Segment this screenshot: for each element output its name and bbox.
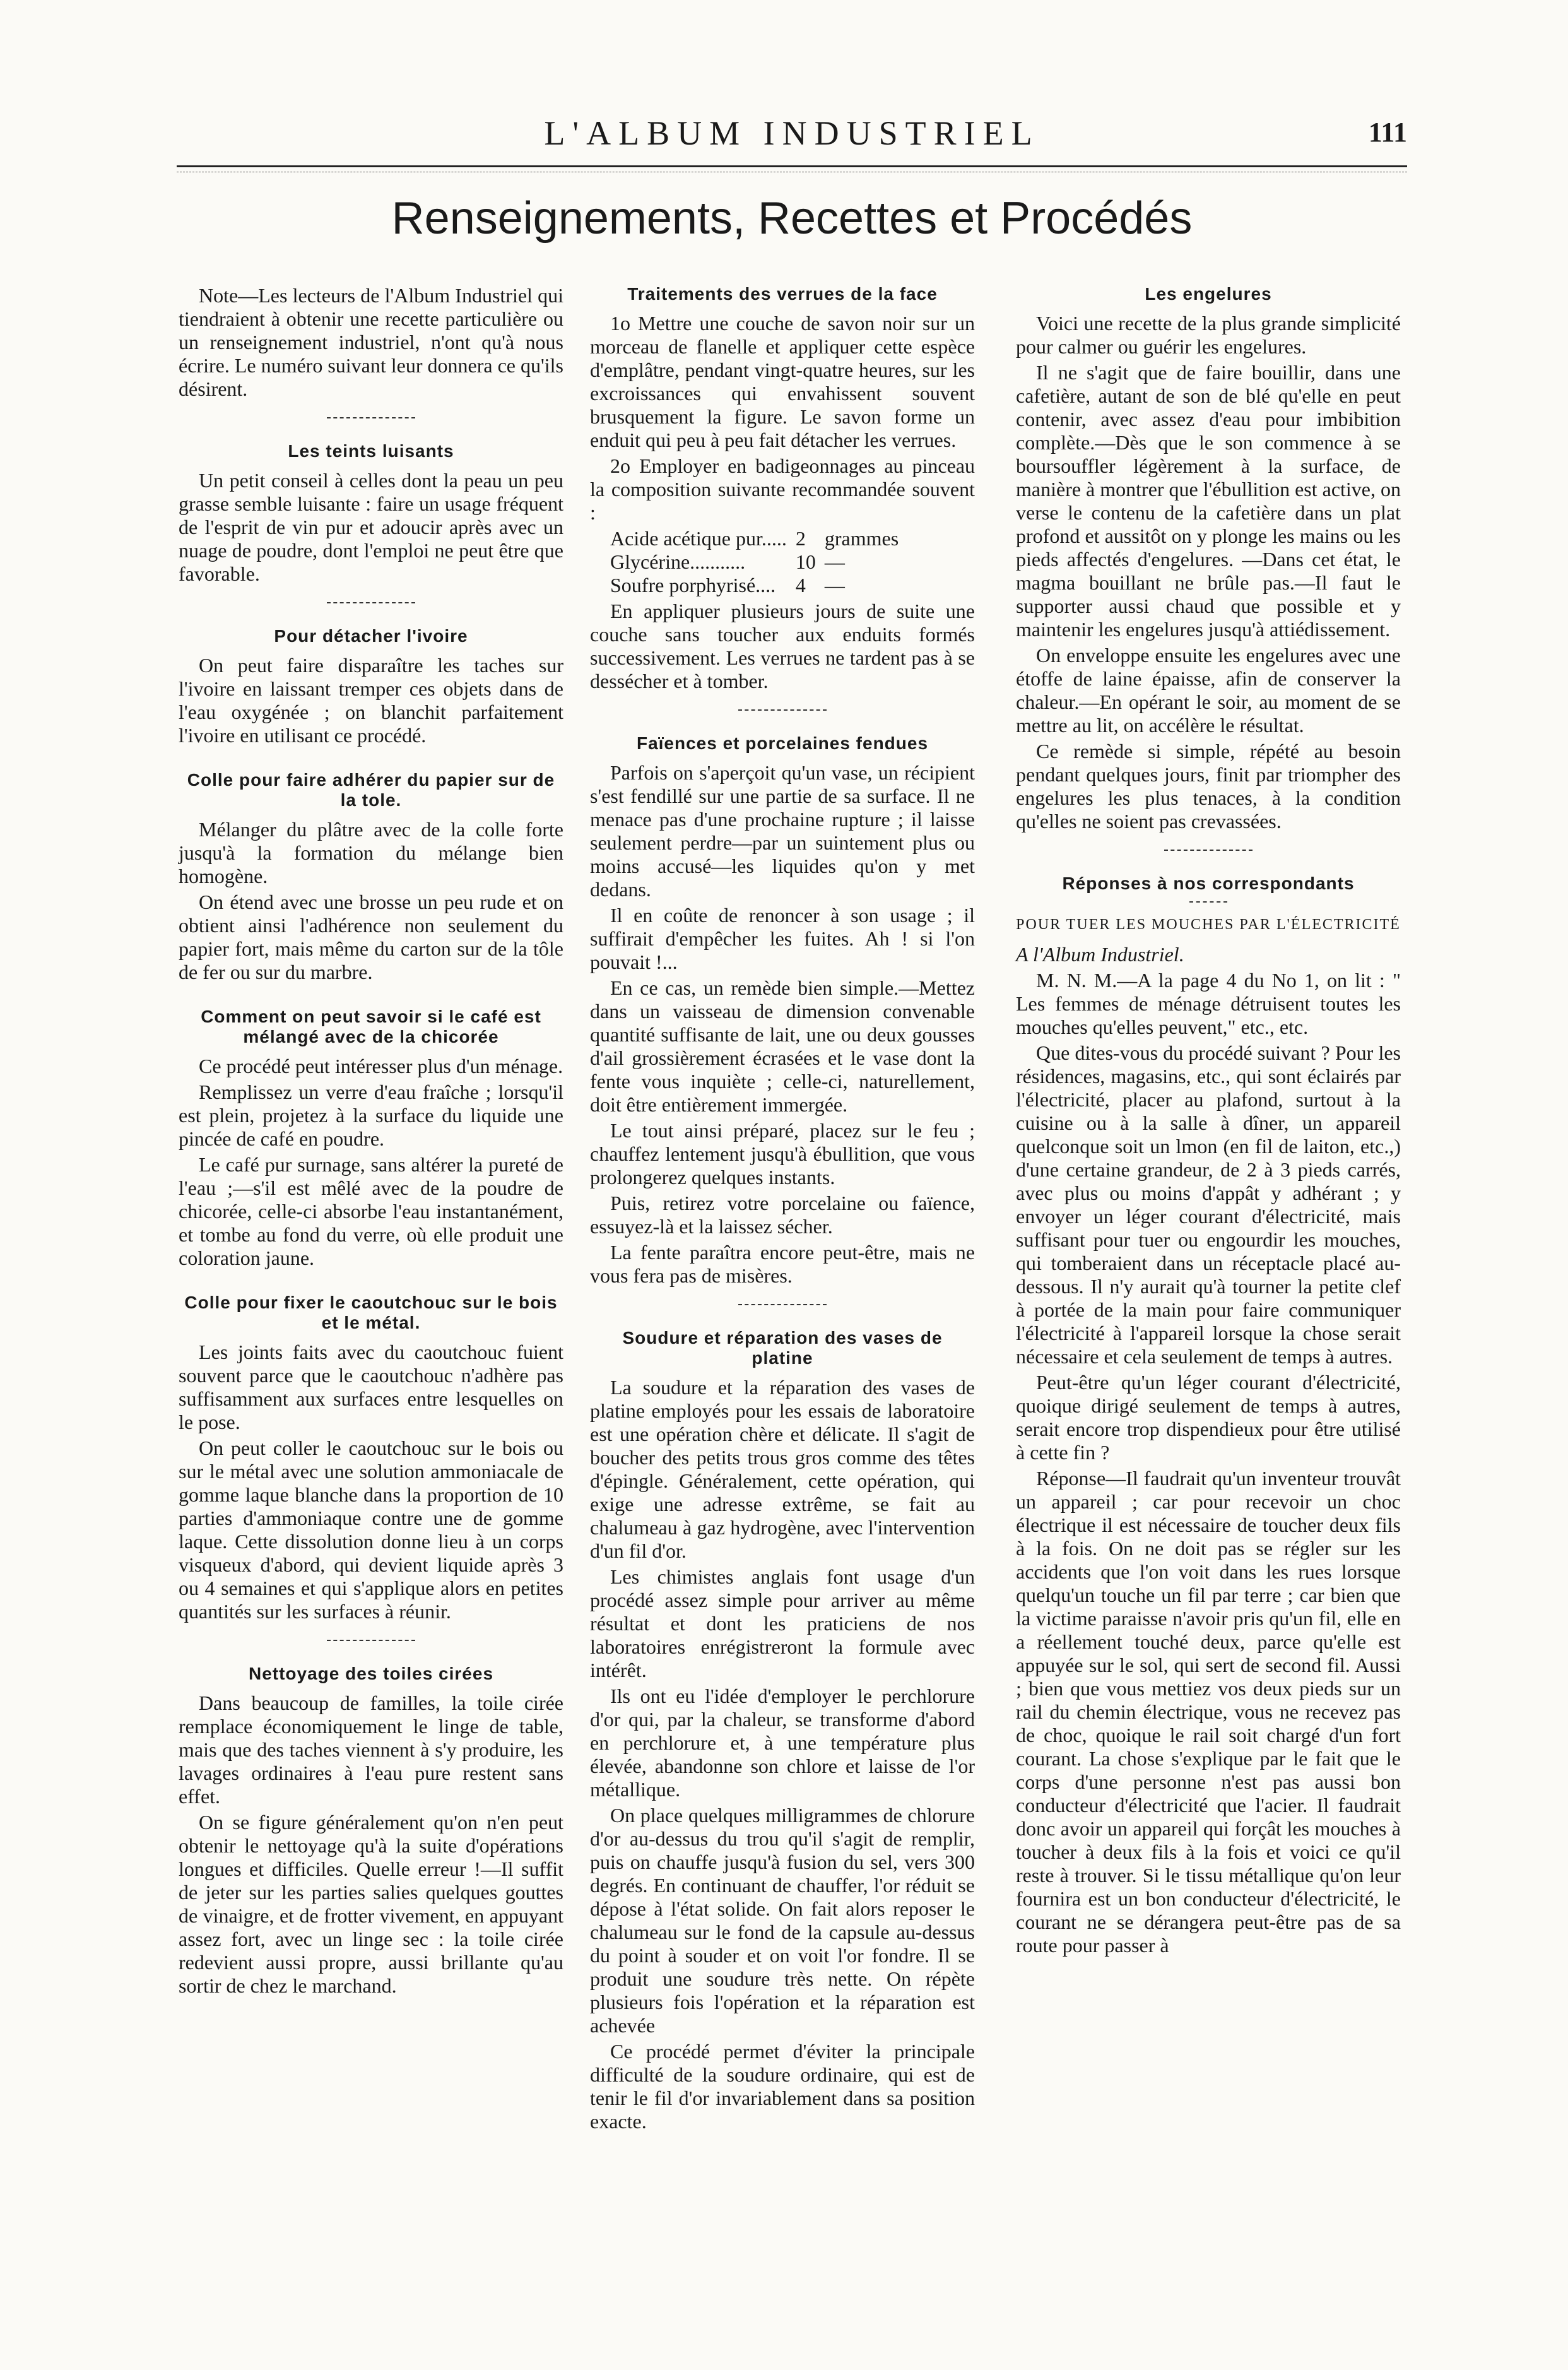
ingredient-unit: — xyxy=(824,574,845,596)
paragraph: Un petit conseil à celles dont la peau un peu grasse semble luisante : faire un usage fréquent de l'esprit de vin pur et adoucir après avec un nuage de poudre, dont l'emploi ne peut être que favorable. xyxy=(179,469,563,585)
section-separator xyxy=(327,1640,415,1641)
paragraph: Peut-être qu'un léger courant d'électricité, quoique dirigé seulement de temps à autres, serait encore trop dispendieux pour être utilisé à cette fin ? xyxy=(1016,1371,1401,1464)
ingredient-qty: 10 xyxy=(795,550,816,573)
section-separator xyxy=(327,417,415,418)
paragraph: On place quelques milligrammes de chlorure d'or au-dessus du trou qu'il s'agit de remplir, puis on chauffe jusqu'à fusion du sel, vers 300 degrés. En continuant de chauffer, l'or réduit se dépose à l'état solide. On fait alors reposer le chalumeau sur le fond de la capsule au-dessus du point à souder et on voit l'or fondre. Il se produit une soudure très nette. On répète plusieurs fois l'opération et la réparation est achevée xyxy=(590,1804,975,2037)
column-3 xyxy=(1016,284,1401,1960)
journal-title: L'ALBUM INDUSTRIEL xyxy=(544,114,1040,152)
paragraph: Il ne s'agit que de faire bouillir, dans une cafetière, autant de son de blé qu'elle en peut contenir, avec assez d'eau pour imbibition complète.—Dès que le son commence à se boursouffler légèrement à la surface, de manière à montrer que l'ébullition est active, on verse le contenu de la cafetière dans un plat profond et aussitôt on y plonge les mains ou les pieds affectés d'engelures. —Dans cet état, le magma bouillant ne brûle pas.—Il faut le supporter aussi chaud que possible et y maintenir les engelures jusqu'à attiédissement. xyxy=(1016,361,1401,641)
paragraph: Les chimistes anglais font usage d'un procédé assez simple pour arriver au même résultat et dont les praticiens de nos laboratoires enrégistreront la formule avec intérêt. xyxy=(590,1565,975,1681)
page-title: Renseignements, Recettes et Procédés xyxy=(391,193,1193,244)
paragraph: On étend avec une brosse un peu rude et on obtient ainsi l'adhérence non seulement du papier fort, mais même du carton sur de la tôle de fer ou sur du marbre. xyxy=(179,891,563,983)
paragraph: Il en coûte de renoncer à son usage ; il suffirait d'empêcher les fuites. Ah ! si l'on pouvait !... xyxy=(590,904,975,973)
ingredient-name: Acide acétique pur..... xyxy=(610,527,787,550)
column-1 xyxy=(179,284,563,2000)
editor-note: Note—Les lecteurs de l'Album Industriel qui tiendraient à obtenir une recette particulière ou un renseignement industriel, n'ont qu'à nous écrire. Le numéro suivant leur donnera ce qu'ils désirent. xyxy=(179,284,563,400)
section-heading: Nettoyage des toiles cirées xyxy=(248,1664,494,1683)
paragraph: Les joints faits avec du caoutchouc fuient souvent parce que le caoutchouc n'adhère pas suffisamment aux surfaces entre lesquelles on le pose. xyxy=(179,1341,563,1433)
recipe-row xyxy=(610,527,907,550)
paragraph: Que dites-vous du procédé suivant ? Pour les résidences, magasins, etc., qui sont éclairés par l'électricité, placer au plafond, surtout à la cuisine ou à la salle à dîner, un appareil quelconque soit un lmon (en fil de laiton, etc.,) d'une certaine grandeur, de 2 à 3 pieds carrés, avec plus ou moins d'appât y adhérant ; y envoyer un léger courant d'électricité, mais suffisant pour tuer ou engourdir les mouches, qui tomberaient dans un réceptacle placé au-dessous. Il n'y aurait qu'à tourner la petite clef à portée de la main pour faire communiquer l'électricité à l'appareil lorsque la chose serait nécessaire et cela seulement de temps à autres. xyxy=(1016,1041,1401,1368)
paragraph: Ils ont eu l'idée d'employer le perchlorure d'or qui, par la chaleur, se transforme d'abord en perchlorure et, à une température plus élevée, abandonne son chlore et laisse de l'or métallique. xyxy=(590,1685,975,1801)
paragraph: Dans beaucoup de familles, la toile cirée remplace économiquement le linge de table, mais que des taches viennent à s'y produire, les lavages ordinaires à l'eau pure restent sans effet. xyxy=(179,1692,563,1808)
column-2 xyxy=(590,284,975,2136)
section-heading: Colle pour faire adhérer du papier sur de la tole. xyxy=(187,770,555,810)
paragraph: La soudure et la réparation des vases de platine employés pour les essais de laboratoire est une opération chère et délicate. Il s'agit de boucher des petits trous gros comme des têtes d'épingle. Généralement, cette opération, qui exige une adresse extrême, se fait au chalumeau à gaz hydrogène, avec l'intervention d'un fil d'or. xyxy=(590,1376,975,1562)
recipe-row xyxy=(610,574,907,597)
paragraph: Ce remède si simple, répété au besoin pendant quelques jours, finit par triompher des engelures les plus tenaces, à la condition qu'elles ne soient pas crevassées. xyxy=(1016,740,1401,832)
paragraph: 1o Mettre une couche de savon noir sur un morceau de flanelle et appliquer cette espèce d'emplâtre, pendant vingt-quatre heures, sur les excroissances qui envahissent souvent brusquement la figure. Le savon forme un enduit qui peu à peu fait détacher les verrues. xyxy=(590,312,975,451)
salutation: A l'Album Industriel. xyxy=(1016,943,1184,966)
section-heading: Réponses à nos correspondants xyxy=(1062,874,1355,893)
section-separator xyxy=(738,1304,827,1305)
header-rule xyxy=(177,165,1407,167)
paragraph: Puis, retirez votre porcelaine ou faïence, essuyez-là et la laissez sécher. xyxy=(590,1192,975,1238)
section-separator xyxy=(327,602,415,603)
section-separator xyxy=(738,709,827,711)
paragraph: On enveloppe ensuite les engelures avec une étoffe de laine épaisse, afin de conserver la chaleur.—En opérant le soir, au moment de se mettre au lit, on accélère le résultat. xyxy=(1016,644,1401,737)
paragraph: En ce cas, un remède bien simple.—Mettez dans un vaisseau de dimension convenable quantité suffisante de lait, une ou deux gousses d'ail grossièrement écrasées et le vase dont la fente vous inquiète ; celle-ci, naturellement, doit être entièrement immergée. xyxy=(590,976,975,1116)
section-separator xyxy=(1189,901,1227,903)
section-heading: Soudure et réparation des vases de platine xyxy=(622,1328,943,1368)
section-separator xyxy=(1164,850,1253,851)
recipe-table xyxy=(610,527,907,597)
section-heading: Les engelures xyxy=(1145,284,1272,304)
paragraph: On peut faire disparaître les taches sur l'ivoire en laissant tremper ces objets dans de l'eau oxygénée ; on blanchit parfaitement l'ivoire en utilisant ce procédé. xyxy=(179,654,563,747)
paragraph: Remplissez un verre d'eau fraîche ; lorsqu'il est plein, projetez à la surface du liquide une pincée de café en poudre. xyxy=(179,1081,563,1150)
paragraph: Parfois on s'aperçoit qu'un vase, un récipient s'est fendillé sur une partie de sa surface. Il ne menace pas d'une prochaine rupture ; il laisse seulement perdre—par un suintement plus ou moins accusé—les liquides qu'on y met dedans. xyxy=(590,761,975,901)
paragraph: Mélanger du plâtre avec de la colle forte jusqu'à la formation du mélange bien homogène. xyxy=(179,818,563,887)
paragraph: Voici une recette de la plus grande simplicité pour calmer ou guérir les engelures. xyxy=(1016,312,1401,358)
paragraph: Ce procédé permet d'éviter la principale difficulté de la soudure ordinaire, qui est de tenir le fil d'or invariablement dans sa position exacte. xyxy=(590,2040,975,2133)
paragraph: Le tout ainsi préparé, placez sur le feu ; chauffez lentement jusqu'à ébullition, que vous prolongerez quelques instants. xyxy=(590,1119,975,1188)
section-heading: Les teints luisants xyxy=(288,441,454,461)
paragraph: On peut coller le caoutchouc sur le bois ou sur le métal avec une solution ammoniacale de gomme laque blanche dans la proportion de 10 parties d'ammoniaque contre une de gomme laque. Cette dissolution donne lieu à un corps visqueux d'abord, qui devient liquide après 3 ou 4 semaines et qui s'applique alors en petites quantités sur les surfaces à réunir. xyxy=(179,1437,563,1623)
section-heading: Traitements des verrues de la face xyxy=(627,284,938,304)
paragraph: On se figure généralement qu'on n'en peut obtenir le nettoyage qu'à la suite d'opérations longues et difficiles. Quelle erreur !—Il suffit de jeter sur les parties salies quelques gouttes de vinaigre, et de frotter vivement, en appuyant assez fort, avec un linge sec : la toile cirée redevient aussi propre, aussi brillante qu'au sortir de chez le marchand. xyxy=(179,1811,563,1997)
section-heading: Comment on peut savoir si le café est mélangé avec de la chicorée xyxy=(201,1007,541,1046)
page-number: 111 xyxy=(1368,117,1407,148)
paragraph: M. N. M.—A la page 4 du No 1, on lit : " Les femmes de ménage détruisent toutes les mouches qu'elles peuvent," etc., etc. xyxy=(1016,969,1401,1038)
ingredient-name: Glycérine........... xyxy=(610,550,746,573)
ingredient-qty: 2 xyxy=(795,527,806,550)
paragraph: Réponse—Il faudrait qu'un inventeur trouvât un appareil ; car pour recevoir un choc électrique il est nécessaire de toucher deux fils à la fois. On ne doit pas se régler sur les accidents que l'on voit dans les rues lorsque quelqu'un touche un fil par terre ; car bien que la victime paraisse n'avoir pris qu'un fil, elle en a réellement touché deux, parce qu'elle est appuyée sur le sol, qui sert de second fil. Aussi ; bien que vous mettiez vos deux pieds sur un rail du chemin électrique, vous ne recevez pas de choc, quoique le rail soit chargé d'un fort courant. La chose s'explique par le fait que le corps d'une personne n'est pas aussi bon conducteur d'électricité que l'acier. Il faudrait donc avoir un appareil qui forçât les mouches à toucher à deux fils à la fois et voici ce qu'il reste à trouver. Si le tissu métallique qu'on leur fournira est un bon conducteur d'électricité, le courant ne se dérangera peut-être pas de sa route pour passer à xyxy=(1016,1467,1401,1957)
section-heading: Pour détacher l'ivoire xyxy=(274,626,468,646)
paragraph: Ce procédé peut intéresser plus d'un ménage. xyxy=(199,1055,563,1077)
ingredient-unit: grammes xyxy=(824,527,899,550)
running-header xyxy=(177,114,1407,164)
paragraph: En appliquer plusieurs jours de suite une couche sans toucher aux enduits formés successivement. Les verrues ne tardent pas à se dessécher et à tomber. xyxy=(590,600,975,692)
ingredient-qty: 4 xyxy=(795,574,806,596)
paragraph: Le café pur surnage, sans altérer la pureté de l'eau ;—s'il est mêlé avec de la poudre de chicorée, celle-ci absorbe l'eau instantanément, et tombe au fond du verre, où elle produit une coloration jaune. xyxy=(179,1153,563,1269)
ingredient-name: Soufre porphyrisé.... xyxy=(610,574,776,596)
section-heading: Colle pour fixer le caoutchouc sur le bois et le métal. xyxy=(184,1293,558,1332)
section-heading: Faïences et porcelaines fendues xyxy=(636,733,929,753)
subsection-heading: POUR TUER LES MOUCHES PAR L'ÉLECTRICITÉ xyxy=(1016,916,1401,933)
paragraph: 2o Employer en badigeonnages au pinceau la composition suivante recommandée souvent : xyxy=(590,454,975,524)
paragraph: La fente paraîtra encore peut-être, mais ne vous fera pas de misères. xyxy=(590,1241,975,1287)
ingredient-unit: — xyxy=(824,550,845,573)
recipe-row xyxy=(610,550,907,574)
